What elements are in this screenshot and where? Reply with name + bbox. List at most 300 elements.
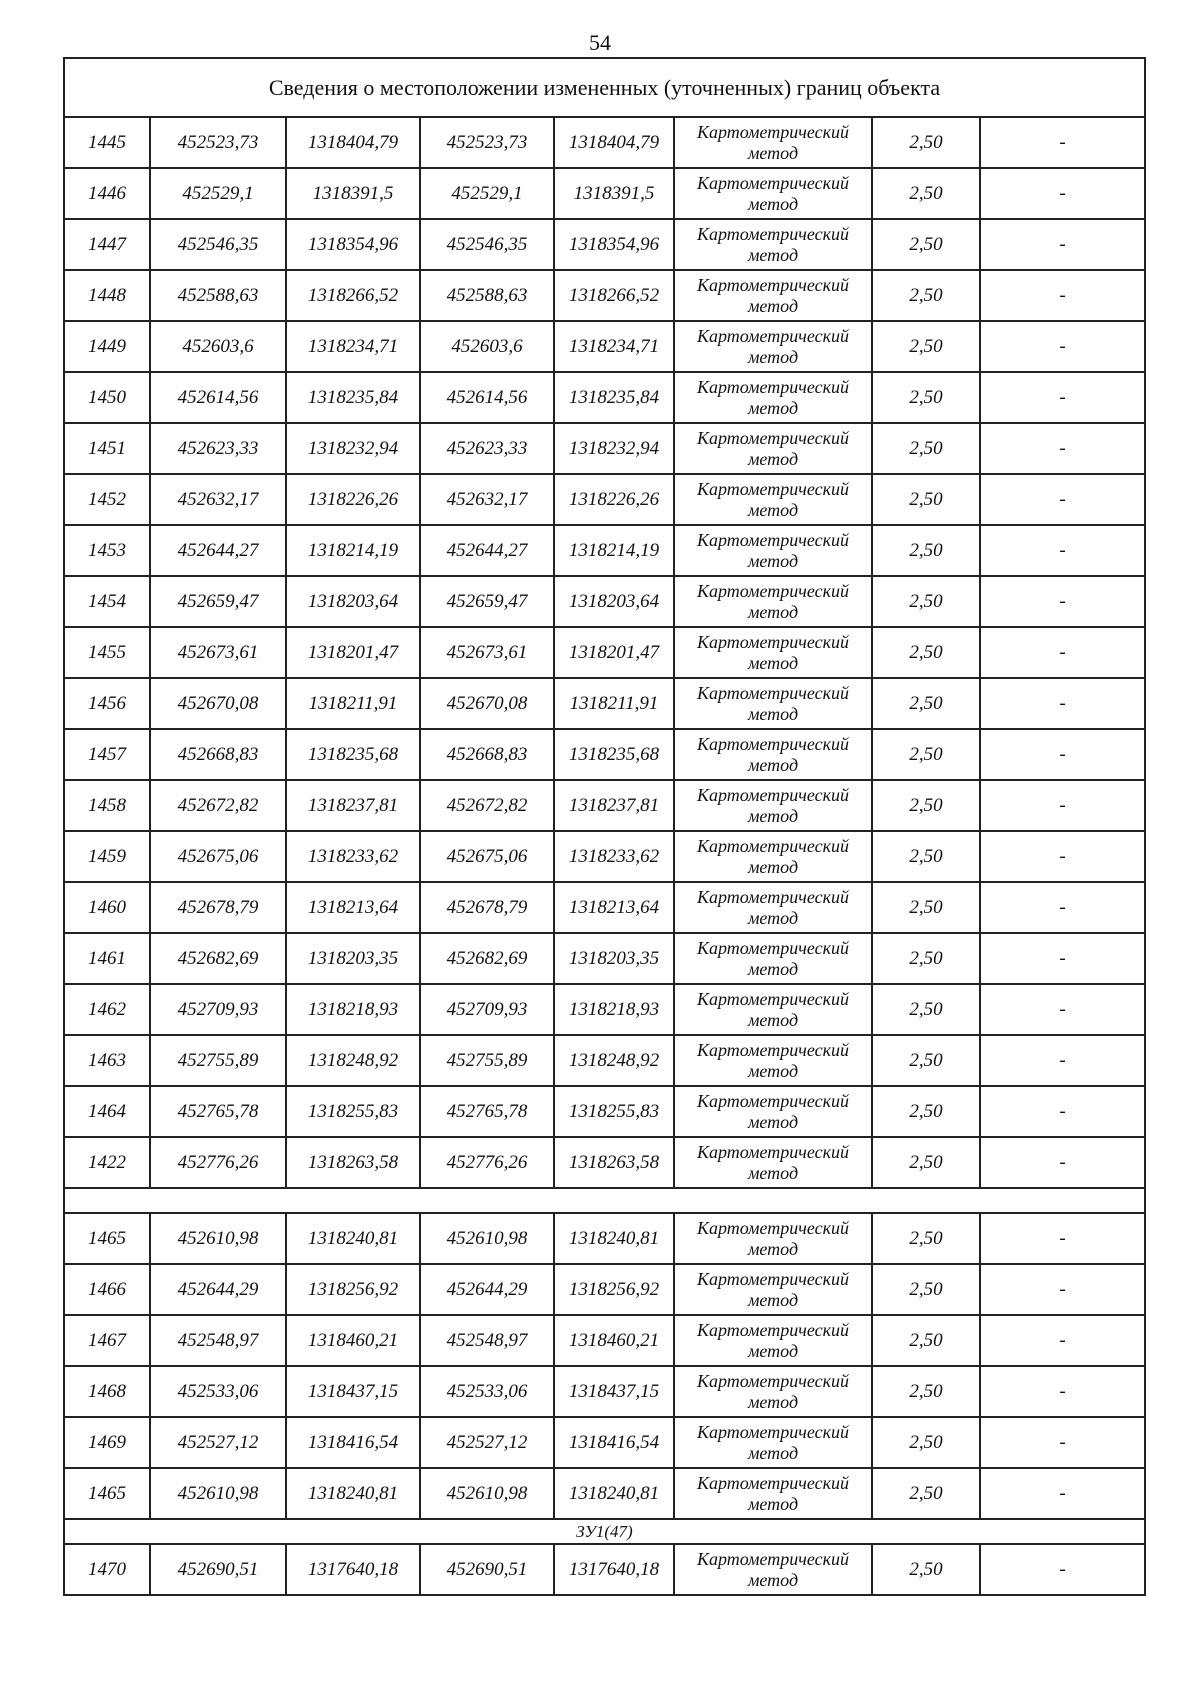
- point-number-cell: 1453: [64, 525, 150, 576]
- point-number-cell: 1463: [64, 1035, 150, 1086]
- method-cell: [674, 831, 872, 882]
- y-existing-cell: 1318266,52: [286, 270, 420, 321]
- accuracy-cell: 2,50: [872, 933, 980, 984]
- method-line-1: Картометрический: [696, 427, 849, 448]
- point-number-cell: 1448: [64, 270, 150, 321]
- note-cell: -: [980, 576, 1145, 627]
- method-line-1: Картометрический: [696, 886, 849, 907]
- table-row: [64, 1264, 1145, 1315]
- accuracy-cell: 2,50: [872, 1264, 980, 1315]
- y-existing-cell: 1318391,5: [286, 168, 420, 219]
- y-refined-cell: 1318235,68: [554, 729, 674, 780]
- y-refined-cell: 1318233,62: [554, 831, 674, 882]
- accuracy-cell: 2,50: [872, 1213, 980, 1264]
- accuracy-cell: 2,50: [872, 1366, 980, 1417]
- accuracy-cell: 2,50: [872, 372, 980, 423]
- y-existing-cell: 1318248,92: [286, 1035, 420, 1086]
- y-existing-cell: 1318203,64: [286, 576, 420, 627]
- point-number-cell: 1457: [64, 729, 150, 780]
- x-refined-cell: 452529,1: [420, 168, 554, 219]
- method-line-2: метод: [747, 1340, 799, 1361]
- note-cell: -: [980, 1264, 1145, 1315]
- method-line-2: метод: [747, 754, 799, 775]
- method-line-2: метод: [747, 1391, 799, 1412]
- method-line-2: метод: [747, 856, 799, 877]
- method-cell: [674, 1468, 872, 1519]
- method-line-2: метод: [747, 652, 799, 673]
- method-line-2: метод: [747, 1442, 799, 1463]
- table-row: [64, 270, 1145, 321]
- accuracy-cell: 2,50: [872, 678, 980, 729]
- table-row: [64, 474, 1145, 525]
- note-cell: -: [980, 270, 1145, 321]
- table-row: [64, 219, 1145, 270]
- y-existing-cell: 1318416,54: [286, 1417, 420, 1468]
- note-cell: -: [980, 321, 1145, 372]
- y-existing-cell: 1318232,94: [286, 423, 420, 474]
- x-refined-cell: 452548,97: [420, 1315, 554, 1366]
- method-line-1: Картометрический: [696, 1039, 849, 1060]
- y-refined-cell: 1318213,64: [554, 882, 674, 933]
- note-cell: -: [980, 831, 1145, 882]
- method-line-1: Картометрический: [696, 580, 849, 601]
- method-line-1: Картометрический: [696, 529, 849, 550]
- y-existing-cell: 1318263,58: [286, 1137, 420, 1188]
- method-line-2: метод: [747, 1009, 799, 1030]
- method-cell: [674, 117, 872, 168]
- method-line-2: метод: [747, 601, 799, 622]
- x-refined-cell: 452523,73: [420, 117, 554, 168]
- method-line-1: Картометрический: [696, 1472, 849, 1493]
- method-line-1: Картометрический: [696, 1141, 849, 1162]
- y-existing-cell: 1318234,71: [286, 321, 420, 372]
- accuracy-cell: 2,50: [872, 1468, 980, 1519]
- y-refined-cell: 1318211,91: [554, 678, 674, 729]
- method-line-2: метод: [747, 142, 799, 163]
- x-existing-cell: 452709,93: [150, 984, 286, 1035]
- y-refined-cell: 1318203,35: [554, 933, 674, 984]
- y-existing-cell: 1318214,19: [286, 525, 420, 576]
- accuracy-cell: 2,50: [872, 219, 980, 270]
- method-line-1: Картометрический: [696, 733, 849, 754]
- note-cell: -: [980, 219, 1145, 270]
- accuracy-cell: 2,50: [872, 1086, 980, 1137]
- x-existing-cell: 452632,17: [150, 474, 286, 525]
- method-cell: [674, 525, 872, 576]
- method-line-1: Картометрический: [696, 937, 849, 958]
- note-cell: -: [980, 117, 1145, 168]
- method-line-1: Картометрический: [696, 1090, 849, 1111]
- method-cell: [674, 984, 872, 1035]
- method-line-2: метод: [747, 1162, 799, 1183]
- x-existing-cell: 452672,82: [150, 780, 286, 831]
- table-row: [64, 117, 1145, 168]
- method-line-1: Картометрический: [696, 325, 849, 346]
- y-refined-cell: 1318201,47: [554, 627, 674, 678]
- method-cell: [674, 933, 872, 984]
- y-existing-cell: 1318235,68: [286, 729, 420, 780]
- y-existing-cell: 1318255,83: [286, 1086, 420, 1137]
- method-line-1: Картометрический: [696, 988, 849, 1009]
- table-row: [64, 525, 1145, 576]
- x-refined-cell: 452670,08: [420, 678, 554, 729]
- x-refined-cell: 452610,98: [420, 1468, 554, 1519]
- accuracy-cell: 2,50: [872, 882, 980, 933]
- y-refined-cell: 1318248,92: [554, 1035, 674, 1086]
- point-number-cell: 1466: [64, 1264, 150, 1315]
- accuracy-cell: 2,50: [872, 1315, 980, 1366]
- group-heading: ЗУ1(47): [64, 1519, 1145, 1544]
- x-existing-cell: 452678,79: [150, 882, 286, 933]
- note-cell: -: [980, 1544, 1145, 1595]
- point-number-cell: 1465: [64, 1213, 150, 1264]
- x-existing-cell: 452614,56: [150, 372, 286, 423]
- x-refined-cell: 452682,69: [420, 933, 554, 984]
- point-number-cell: 1460: [64, 882, 150, 933]
- y-existing-cell: 1317640,18: [286, 1544, 420, 1595]
- point-number-cell: 1459: [64, 831, 150, 882]
- note-cell: -: [980, 627, 1145, 678]
- note-cell: -: [980, 780, 1145, 831]
- y-existing-cell: 1318354,96: [286, 219, 420, 270]
- y-existing-cell: 1318203,35: [286, 933, 420, 984]
- point-number-cell: 1450: [64, 372, 150, 423]
- table-row: [64, 1544, 1145, 1595]
- method-line-1: Картометрический: [696, 1319, 849, 1340]
- x-existing-cell: 452603,6: [150, 321, 286, 372]
- x-refined-cell: 452644,27: [420, 525, 554, 576]
- point-number-cell: 1470: [64, 1544, 150, 1595]
- accuracy-cell: 2,50: [872, 321, 980, 372]
- method-line-1: Картометрический: [696, 1421, 849, 1442]
- table-row: [64, 168, 1145, 219]
- table-row: [64, 729, 1145, 780]
- x-existing-cell: 452690,51: [150, 1544, 286, 1595]
- note-cell: -: [980, 984, 1145, 1035]
- method-line-1: Картометрический: [696, 1217, 849, 1238]
- accuracy-cell: 2,50: [872, 831, 980, 882]
- accuracy-cell: 2,50: [872, 423, 980, 474]
- table-row: [64, 984, 1145, 1035]
- x-existing-cell: 452765,78: [150, 1086, 286, 1137]
- method-line-2: метод: [747, 346, 799, 367]
- x-refined-cell: 452644,29: [420, 1264, 554, 1315]
- method-line-1: Картометрический: [696, 682, 849, 703]
- x-existing-cell: 452644,29: [150, 1264, 286, 1315]
- y-refined-cell: 1317640,18: [554, 1544, 674, 1595]
- note-cell: -: [980, 1035, 1145, 1086]
- note-cell: -: [980, 474, 1145, 525]
- method-line-1: Картометрический: [696, 1268, 849, 1289]
- group-heading: [64, 1188, 1145, 1213]
- y-refined-cell: 1318203,64: [554, 576, 674, 627]
- coordinates-table: [63, 57, 1146, 1596]
- y-refined-cell: 1318404,79: [554, 117, 674, 168]
- y-refined-cell: 1318256,92: [554, 1264, 674, 1315]
- method-line-1: Картометрический: [696, 223, 849, 244]
- x-refined-cell: 452668,83: [420, 729, 554, 780]
- method-cell: [674, 780, 872, 831]
- accuracy-cell: 2,50: [872, 1417, 980, 1468]
- method-cell: [674, 321, 872, 372]
- point-number-cell: 1449: [64, 321, 150, 372]
- y-existing-cell: 1318237,81: [286, 780, 420, 831]
- point-number-cell: 1458: [64, 780, 150, 831]
- y-refined-cell: 1318416,54: [554, 1417, 674, 1468]
- method-line-2: метод: [747, 397, 799, 418]
- note-cell: -: [980, 168, 1145, 219]
- method-line-2: метод: [747, 805, 799, 826]
- point-number-cell: 1422: [64, 1137, 150, 1188]
- table-row: [64, 1035, 1145, 1086]
- table-row: [64, 882, 1145, 933]
- note-cell: -: [980, 1468, 1145, 1519]
- method-cell: [674, 168, 872, 219]
- point-number-cell: 1468: [64, 1366, 150, 1417]
- method-line-1: Картометрический: [696, 835, 849, 856]
- point-number-cell: 1446: [64, 168, 150, 219]
- x-refined-cell: 452614,56: [420, 372, 554, 423]
- y-refined-cell: 1318218,93: [554, 984, 674, 1035]
- method-line-2: метод: [747, 550, 799, 571]
- x-refined-cell: 452659,47: [420, 576, 554, 627]
- table-row: [64, 372, 1145, 423]
- method-cell: [674, 576, 872, 627]
- method-cell: [674, 1086, 872, 1137]
- x-refined-cell: 452765,78: [420, 1086, 554, 1137]
- x-existing-cell: 452610,98: [150, 1213, 286, 1264]
- accuracy-cell: 2,50: [872, 1544, 980, 1595]
- accuracy-cell: 2,50: [872, 168, 980, 219]
- table-row: [64, 423, 1145, 474]
- y-refined-cell: 1318232,94: [554, 423, 674, 474]
- method-line-1: Картометрический: [696, 1548, 849, 1569]
- y-refined-cell: 1318226,26: [554, 474, 674, 525]
- y-existing-cell: 1318256,92: [286, 1264, 420, 1315]
- accuracy-cell: 2,50: [872, 627, 980, 678]
- x-refined-cell: 452546,35: [420, 219, 554, 270]
- x-refined-cell: 452588,63: [420, 270, 554, 321]
- method-line-1: Картометрический: [696, 172, 849, 193]
- note-cell: -: [980, 678, 1145, 729]
- method-cell: [674, 729, 872, 780]
- x-refined-cell: 452755,89: [420, 1035, 554, 1086]
- table-row: [64, 1137, 1145, 1188]
- table-row: [64, 933, 1145, 984]
- method-line-2: метод: [747, 193, 799, 214]
- page-number: 54: [589, 30, 611, 55]
- method-cell: [674, 474, 872, 525]
- method-line-1: Картометрический: [696, 274, 849, 295]
- method-cell: [674, 882, 872, 933]
- method-line-1: Картометрический: [696, 376, 849, 397]
- note-cell: -: [980, 525, 1145, 576]
- x-refined-cell: 452709,93: [420, 984, 554, 1035]
- x-refined-cell: 452673,61: [420, 627, 554, 678]
- group-separator-row: [64, 1519, 1145, 1544]
- y-refined-cell: 1318391,5: [554, 168, 674, 219]
- method-cell: [674, 219, 872, 270]
- method-cell: [674, 1417, 872, 1468]
- point-number-cell: 1447: [64, 219, 150, 270]
- point-number-cell: 1465: [64, 1468, 150, 1519]
- method-cell: [674, 270, 872, 321]
- method-line-1: Картометрический: [696, 1370, 849, 1391]
- x-existing-cell: 452610,98: [150, 1468, 286, 1519]
- x-existing-cell: 452548,97: [150, 1315, 286, 1366]
- x-existing-cell: 452588,63: [150, 270, 286, 321]
- y-refined-cell: 1318255,83: [554, 1086, 674, 1137]
- point-number-cell: 1445: [64, 117, 150, 168]
- x-refined-cell: 452675,06: [420, 831, 554, 882]
- y-refined-cell: 1318354,96: [554, 219, 674, 270]
- method-line-2: метод: [747, 499, 799, 520]
- method-cell: [674, 1315, 872, 1366]
- x-existing-cell: 452673,61: [150, 627, 286, 678]
- note-cell: -: [980, 1137, 1145, 1188]
- y-existing-cell: 1318226,26: [286, 474, 420, 525]
- y-refined-cell: 1318460,21: [554, 1315, 674, 1366]
- table-row: [64, 831, 1145, 882]
- group-separator-row: [64, 1188, 1145, 1213]
- table-row: [64, 1417, 1145, 1468]
- y-refined-cell: 1318240,81: [554, 1213, 674, 1264]
- point-number-cell: 1454: [64, 576, 150, 627]
- x-existing-cell: 452670,08: [150, 678, 286, 729]
- point-number-cell: 1456: [64, 678, 150, 729]
- y-refined-cell: 1318437,15: [554, 1366, 674, 1417]
- method-cell: [674, 1137, 872, 1188]
- method-line-1: Картометрический: [696, 121, 849, 142]
- y-existing-cell: 1318437,15: [286, 1366, 420, 1417]
- table-row: [64, 1213, 1145, 1264]
- y-existing-cell: 1318213,64: [286, 882, 420, 933]
- note-cell: -: [980, 729, 1145, 780]
- point-number-cell: 1469: [64, 1417, 150, 1468]
- table-title-row: [64, 58, 1145, 117]
- method-cell: [674, 423, 872, 474]
- y-existing-cell: 1318201,47: [286, 627, 420, 678]
- method-line-2: метод: [747, 1060, 799, 1081]
- method-cell: [674, 372, 872, 423]
- y-existing-cell: 1318404,79: [286, 117, 420, 168]
- x-refined-cell: 452632,17: [420, 474, 554, 525]
- accuracy-cell: 2,50: [872, 729, 980, 780]
- method-line-2: метод: [747, 1111, 799, 1132]
- y-refined-cell: 1318266,52: [554, 270, 674, 321]
- point-number-cell: 1467: [64, 1315, 150, 1366]
- x-refined-cell: 452776,26: [420, 1137, 554, 1188]
- method-line-2: метод: [747, 1289, 799, 1310]
- x-existing-cell: 452675,06: [150, 831, 286, 882]
- y-refined-cell: 1318235,84: [554, 372, 674, 423]
- method-line-2: метод: [747, 448, 799, 469]
- y-existing-cell: 1318233,62: [286, 831, 420, 882]
- table-row: [64, 321, 1145, 372]
- accuracy-cell: 2,50: [872, 984, 980, 1035]
- x-existing-cell: 452755,89: [150, 1035, 286, 1086]
- y-refined-cell: 1318214,19: [554, 525, 674, 576]
- accuracy-cell: 2,50: [872, 117, 980, 168]
- method-line-2: метод: [747, 1493, 799, 1514]
- x-refined-cell: 452527,12: [420, 1417, 554, 1468]
- note-cell: -: [980, 1417, 1145, 1468]
- method-cell: [674, 1035, 872, 1086]
- method-cell: [674, 1366, 872, 1417]
- point-number-cell: 1452: [64, 474, 150, 525]
- method-line-2: метод: [747, 1569, 799, 1590]
- point-number-cell: 1464: [64, 1086, 150, 1137]
- table-row: [64, 780, 1145, 831]
- accuracy-cell: 2,50: [872, 474, 980, 525]
- accuracy-cell: 2,50: [872, 1035, 980, 1086]
- x-existing-cell: 452533,06: [150, 1366, 286, 1417]
- point-number-cell: 1455: [64, 627, 150, 678]
- y-existing-cell: 1318240,81: [286, 1213, 420, 1264]
- method-line-2: метод: [747, 295, 799, 316]
- x-existing-cell: 452623,33: [150, 423, 286, 474]
- y-existing-cell: 1318235,84: [286, 372, 420, 423]
- method-cell: [674, 1544, 872, 1595]
- x-existing-cell: 452527,12: [150, 1417, 286, 1468]
- accuracy-cell: 2,50: [872, 576, 980, 627]
- y-existing-cell: 1318218,93: [286, 984, 420, 1035]
- method-line-2: метод: [747, 244, 799, 265]
- note-cell: -: [980, 882, 1145, 933]
- table-row: [64, 1315, 1145, 1366]
- method-cell: [674, 627, 872, 678]
- y-refined-cell: 1318234,71: [554, 321, 674, 372]
- table-row: [64, 1086, 1145, 1137]
- y-refined-cell: 1318237,81: [554, 780, 674, 831]
- x-refined-cell: 452672,82: [420, 780, 554, 831]
- table-row: [64, 627, 1145, 678]
- note-cell: -: [980, 423, 1145, 474]
- method-line-1: Картометрический: [696, 631, 849, 652]
- note-cell: -: [980, 372, 1145, 423]
- y-existing-cell: 1318211,91: [286, 678, 420, 729]
- note-cell: -: [980, 1086, 1145, 1137]
- table-row: [64, 678, 1145, 729]
- x-existing-cell: 452659,47: [150, 576, 286, 627]
- method-line-2: метод: [747, 958, 799, 979]
- method-line-2: метод: [747, 907, 799, 928]
- method-cell: [674, 1213, 872, 1264]
- table-title: Сведения о местоположении измененных (уточненных) границ объекта: [64, 58, 1145, 117]
- y-existing-cell: 1318240,81: [286, 1468, 420, 1519]
- note-cell: -: [980, 1213, 1145, 1264]
- point-number-cell: 1451: [64, 423, 150, 474]
- method-line-1: Картометрический: [696, 784, 849, 805]
- y-existing-cell: 1318460,21: [286, 1315, 420, 1366]
- method-cell: [674, 678, 872, 729]
- x-refined-cell: 452603,6: [420, 321, 554, 372]
- x-existing-cell: 452644,27: [150, 525, 286, 576]
- x-existing-cell: 452523,73: [150, 117, 286, 168]
- y-refined-cell: 1318263,58: [554, 1137, 674, 1188]
- x-existing-cell: 452776,26: [150, 1137, 286, 1188]
- table-row: [64, 576, 1145, 627]
- x-existing-cell: 452668,83: [150, 729, 286, 780]
- note-cell: -: [980, 933, 1145, 984]
- x-existing-cell: 452529,1: [150, 168, 286, 219]
- note-cell: -: [980, 1315, 1145, 1366]
- x-refined-cell: 452610,98: [420, 1213, 554, 1264]
- method-cell: [674, 1264, 872, 1315]
- point-number-cell: 1462: [64, 984, 150, 1035]
- accuracy-cell: 2,50: [872, 780, 980, 831]
- x-existing-cell: 452546,35: [150, 219, 286, 270]
